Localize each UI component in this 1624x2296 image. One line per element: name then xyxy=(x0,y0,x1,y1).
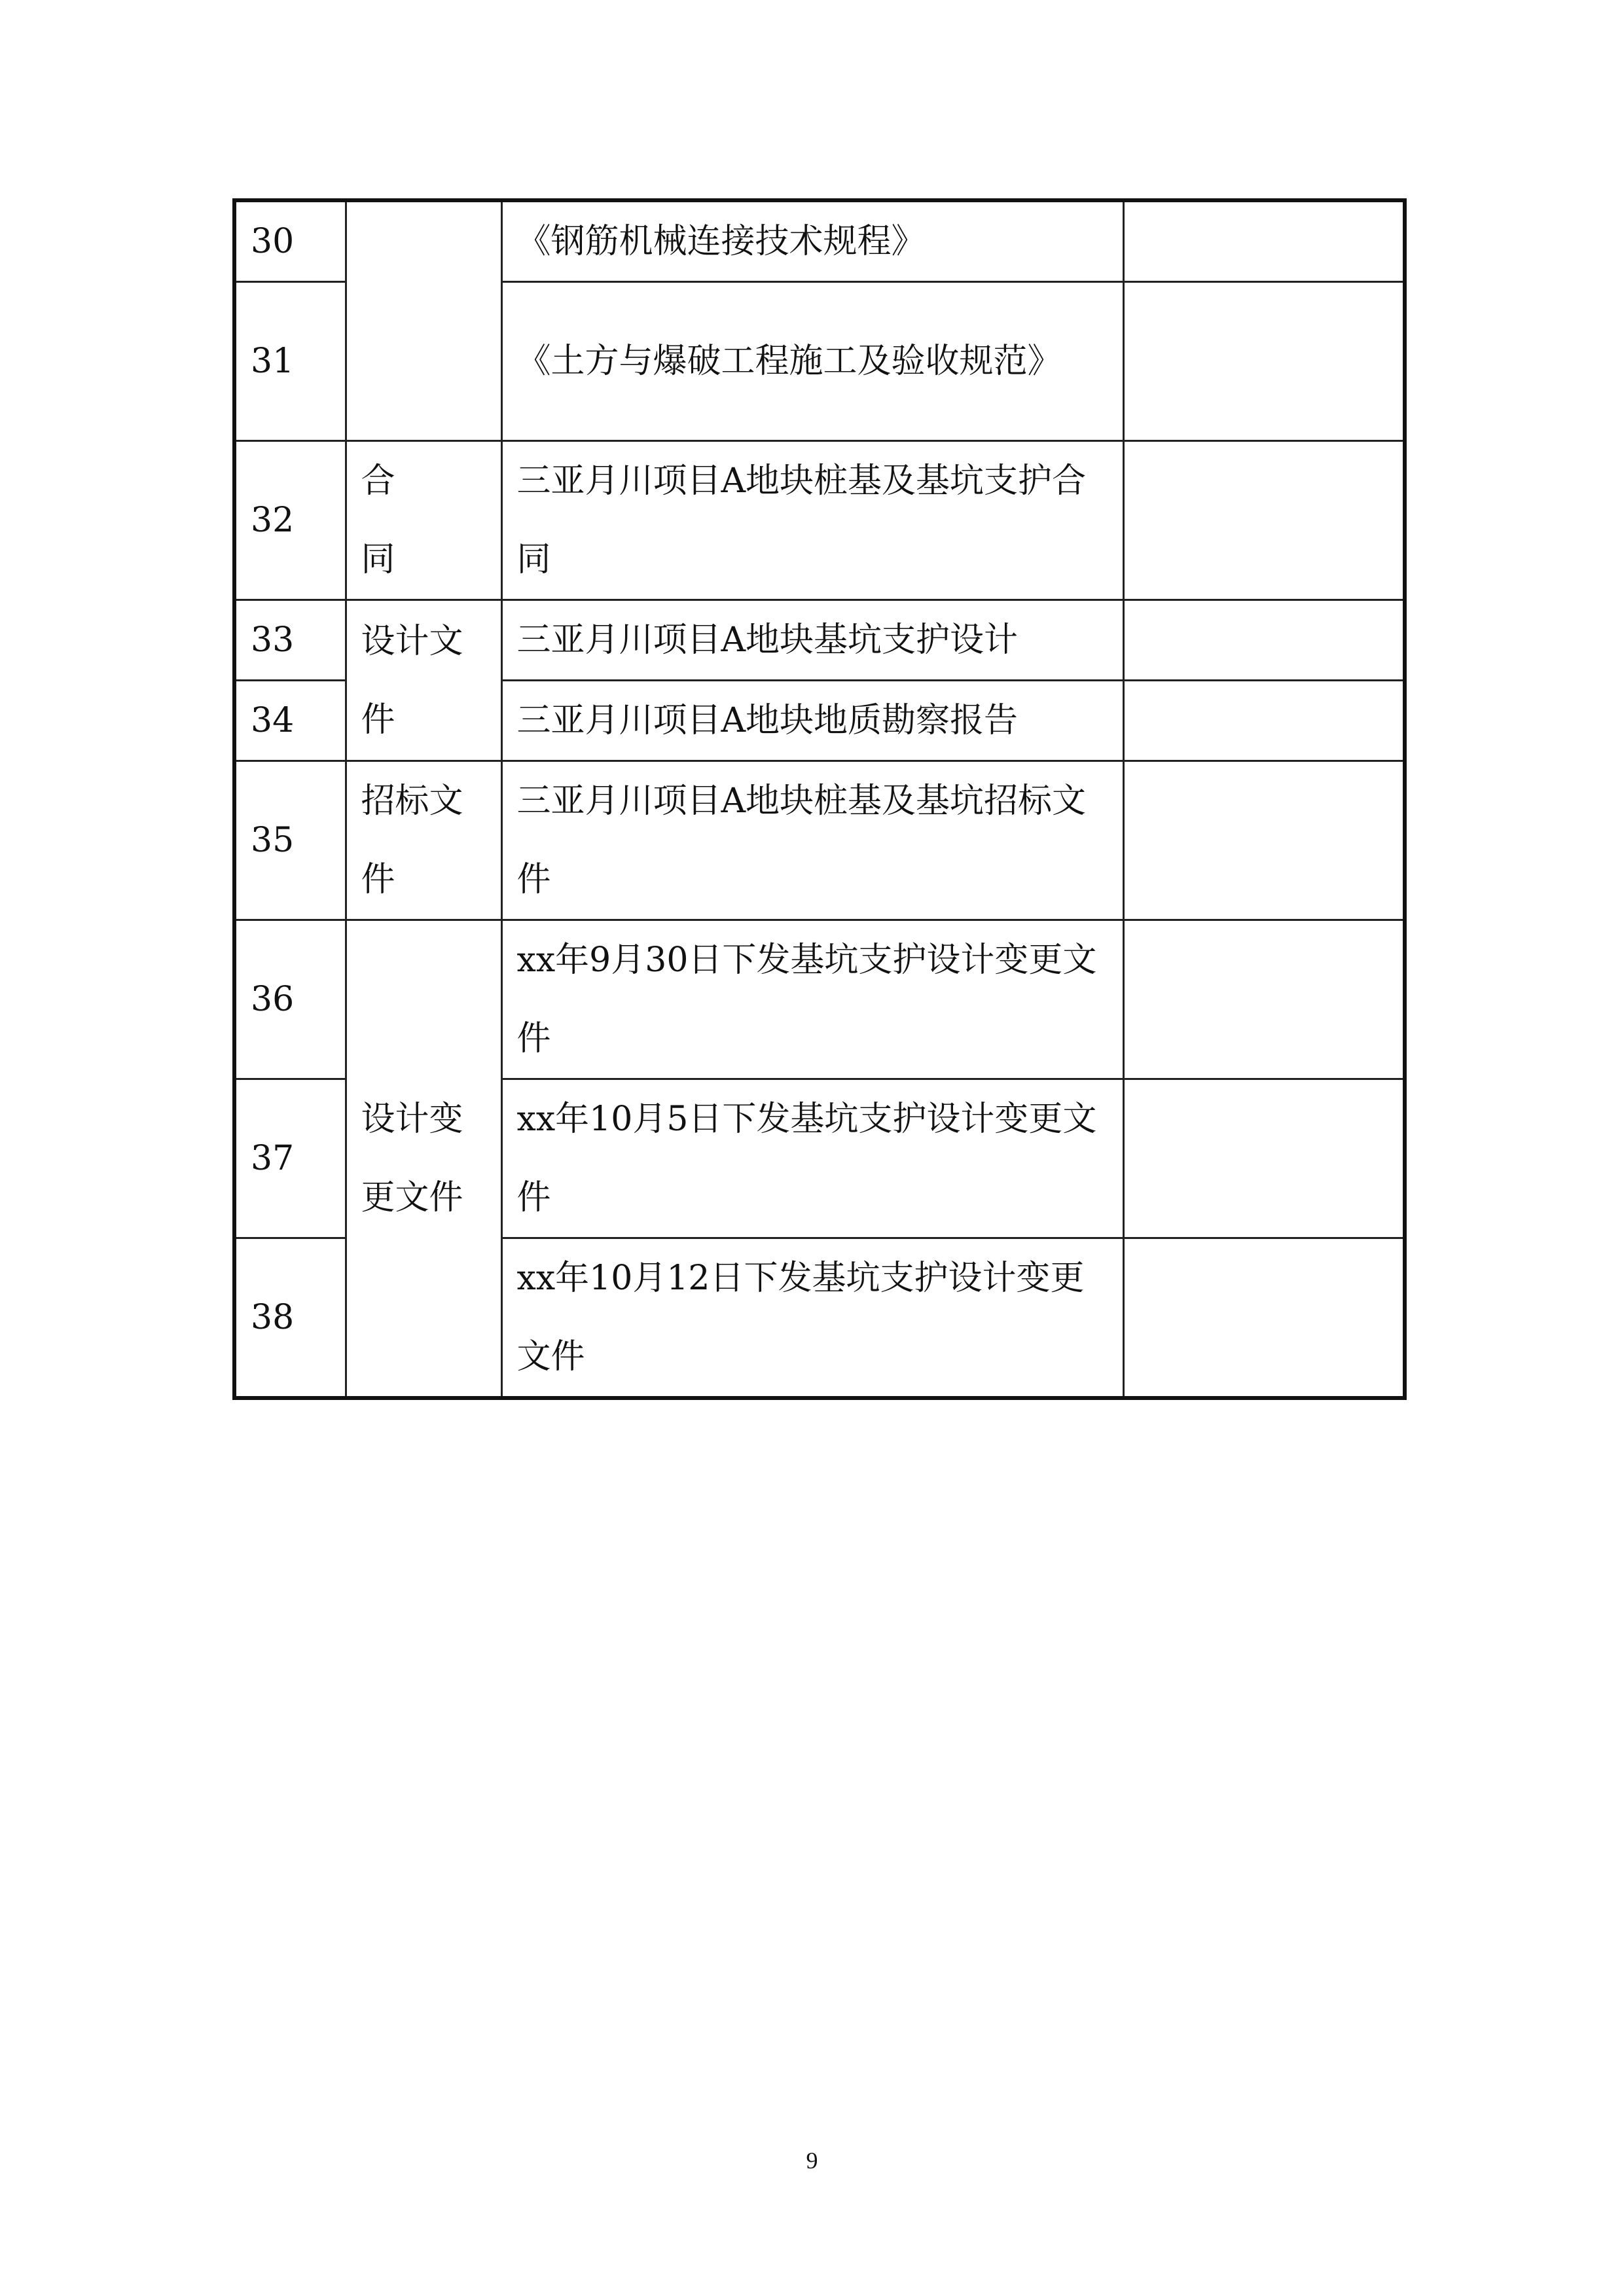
category-cell: 合同 xyxy=(346,441,501,600)
note-cell xyxy=(1123,681,1405,761)
category-cell xyxy=(346,200,501,441)
table-row xyxy=(234,761,1405,920)
row-number: 35 xyxy=(234,761,346,920)
document-table xyxy=(232,198,1407,1400)
page-number: 9 xyxy=(806,2147,818,2174)
note-cell xyxy=(1123,282,1405,441)
row-number: 34 xyxy=(234,681,346,761)
document-title: xx年9月30日下发基坑支护设计变更文件 xyxy=(501,920,1123,1079)
note-cell xyxy=(1123,1238,1405,1399)
table-row xyxy=(234,600,1405,681)
row-number: 33 xyxy=(234,600,346,681)
table-row xyxy=(234,920,1405,1079)
document-title: 三亚月川项目A地块桩基及基坑招标文件 xyxy=(501,761,1123,920)
document-title: 三亚月川项目A地块基坑支护设计 xyxy=(501,600,1123,681)
note-cell xyxy=(1123,200,1405,282)
note-cell xyxy=(1123,920,1405,1079)
note-cell xyxy=(1123,761,1405,920)
row-number: 38 xyxy=(234,1238,346,1399)
table-row xyxy=(234,200,1405,282)
document-title: xx年10月5日下发基坑支护设计变更文件 xyxy=(501,1079,1123,1238)
document-title: 三亚月川项目A地块地质勘察报告 xyxy=(501,681,1123,761)
row-number: 32 xyxy=(234,441,346,600)
document-title: 三亚月川项目A地块桩基及基坑支护合同 xyxy=(501,441,1123,600)
note-cell xyxy=(1123,441,1405,600)
table-row xyxy=(234,441,1405,600)
row-number: 30 xyxy=(234,200,346,282)
row-number: 37 xyxy=(234,1079,346,1238)
document-title: 《钢筋机械连接技术规程》 xyxy=(501,200,1123,282)
note-cell xyxy=(1123,600,1405,681)
note-cell xyxy=(1123,1079,1405,1238)
category-cell: 设计文件 xyxy=(346,600,501,761)
document-title: xx年10月12日下发基坑支护设计变更文件 xyxy=(501,1238,1123,1399)
document-title: 《土方与爆破工程施工及验收规范》 xyxy=(501,282,1123,441)
category-cell: 设计变更文件 xyxy=(346,920,501,1399)
category-cell: 招标文件 xyxy=(346,761,501,920)
row-number: 31 xyxy=(234,282,346,441)
row-number: 36 xyxy=(234,920,346,1079)
